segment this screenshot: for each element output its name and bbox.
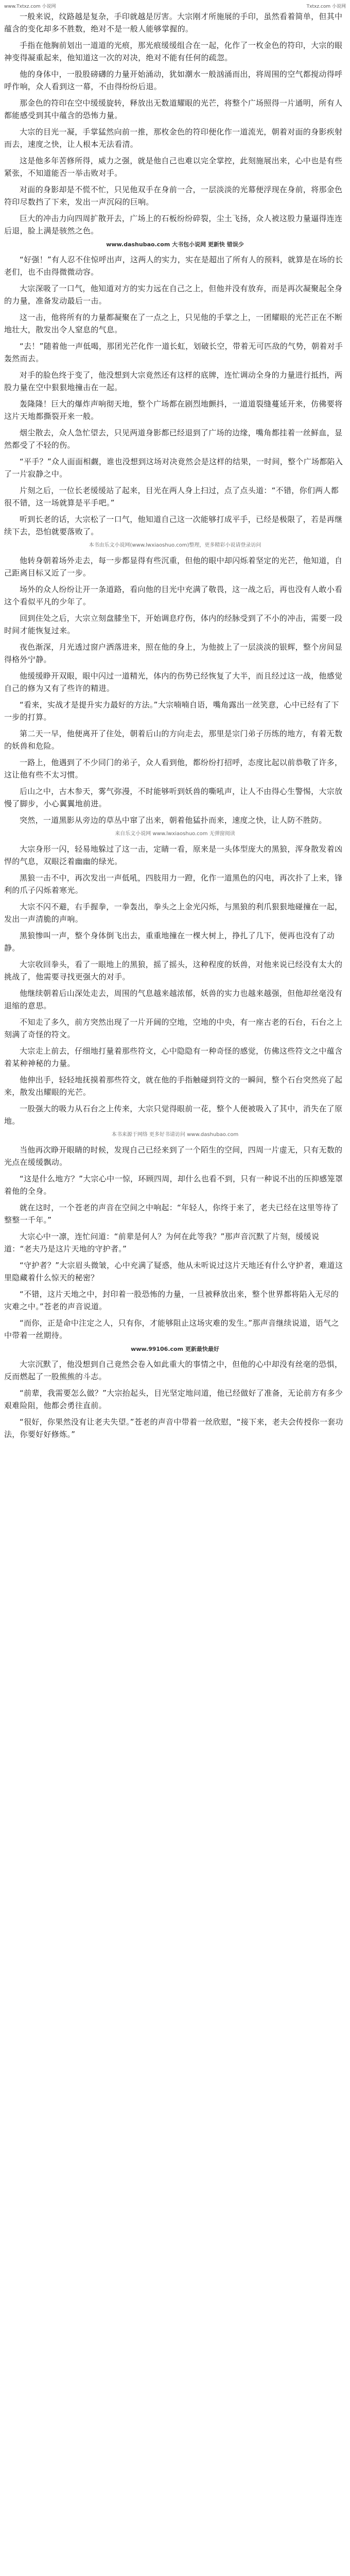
paragraph: 黑狼惨叫一声，整个身体倒飞出去，重重地撞在一棵大树上，挣扎了几下，便再也没有了动静。 [4, 931, 335, 953]
paragraph: 当他再次睁开眼睛的时候，发现自己已经来到了一个陌生的空间，四周一片虚无，只有无数的光点在缓缓飘动。 [4, 1145, 343, 1167]
paragraph: 大宗沉默了，他没想到自己竟然会卷入如此重大的事情之中，但他的心中却没有丝毫的恐惧，反而燃起了一股熊熊的斗志。 [4, 1360, 343, 1381]
paragraph: 这一击，他将所有的力量都凝聚在了一点之上，只见他的手掌之上，一团耀眼的光芒正在不断地壮大，散发出令人窒息的气息。 [4, 313, 343, 334]
paragraph: 大宗走上前去，仔细地打量着那些符文，心中隐隐有一种奇怪的感觉，仿佛这些符文之中蕴含着某种神秘的力量。 [4, 1046, 343, 1068]
paragraph: 他的身体中，一股股磅礴的力量开始涌动，犹如潮水一般汹涌而出，将周围的空气都搅动得呼呼作响，众人看到这一幕，不由得纷纷后退。 [4, 70, 343, 91]
paragraph: 就在这时，一个苍老的声音在空间之中响起：“年轻人，你终于来了，老夫已经在这里等待了整整一千年。” [4, 1203, 339, 1225]
paragraph: 大宗身形一闪，轻易地躲过了这一击，定睛一看，原来是一头体型庞大的黑狼，浑身散发着凶悍的气息，双眼泛着幽幽的绿光。 [4, 844, 343, 866]
paragraph: 后山之中，古木参天，雾气弥漫，不时能够听到妖兽的嘶吼声，让人不由得心生警惕，大宗放慢了脚步，小心翼翼地前进。 [4, 787, 343, 808]
ad-line: www.99106.com 更新最快最好 [131, 1346, 219, 1352]
paragraph: 不知走了多久，前方突然出现了一片开阔的空地，空地的中央，有一座古老的石台，石台之上刻满了奇怪的符文。 [4, 1018, 343, 1039]
paragraph: 大宗心中一凛，连忙问道：“前辈是何人？为何在此等我？”那声音沉默了片刻，缓缓说道：“老夫乃是这片天地的守护者。” [4, 1232, 320, 1253]
paragraph: 他伸出手，轻轻地抚摸着那些符文，就在他的手指触碰到符文的一瞬间，整个石台突然亮了起来，散发出耀眼的光芒。 [4, 1075, 343, 1097]
paragraph: 片刻之后，一位长老缓缓站了起来，目光在两人身上扫过，点了点头道：“不错，你们两人都很不错，这一场就算是平手吧。” [4, 486, 339, 507]
paragraph: 轰隆隆！巨大的爆炸声响彻天地，整个广场都在剧烈地颤抖，一道道裂缝蔓延开来，仿佛要将这片天地都撕裂开来一般。 [4, 399, 343, 421]
paragraph: 那金色的符印在空中缓缓旋转，释放出无数道耀眼的光芒，将整个广场照得一片通明，所有人都能感受到其中蕴含的恐怖力量。 [4, 98, 343, 120]
paragraph: “前辈，我需要怎么做？”大宗抬起头，目光坚定地问道，他已经做好了准备，无论前方有多少艰难险阻，他都会勇往直前。 [4, 1388, 343, 1410]
paragraph: 他缓缓睁开双眼，眼中闪过一道精光，体内的伤势已经恢复了大半，而且经过这一战，他感觉自己的修为又有了些许的精进。 [4, 671, 343, 693]
paragraph: 一般来说，纹路越是复杂，手印就越是厉害。大宗刚才所施展的手印，虽然看着简单，但其中蕴含的变化却多不胜数，绝对不是一般人能够掌握的。 [4, 12, 343, 33]
header-left: www.Txtxz.com 小说网 [4, 4, 56, 9]
document-body [4, 10, 346, 1440]
paragraph: “不错，这片天地之中，封印着一股恐怖的力量，一旦被释放出来，整个世界都将陷入无尽的灾难之中。”苍老的声音说道。 [4, 1290, 339, 1311]
paragraph: 第二天一早，他便离开了住处，朝着后山的方向走去，那里是宗门弟子历练的地方，有着无数的妖兽和危险。 [4, 729, 343, 751]
paragraph: 巨大的冲击力向四周扩散开去，广场上的石板纷纷碎裂，尘土飞扬，众人被这股力量逼得连连后退，脸上满是骇然之色。 [4, 214, 343, 235]
paragraph: 大宗收回拳头，看了一眼地上的黑狼，摇了摇头，这种程度的妖兽，对他来说已经没有太大的挑战了，他需要寻找更强大的对手。 [4, 960, 343, 981]
ad-line: 本书由乐文小说网(www.lwxiaoshuo.com)整理，更多精彩小说请登录访问 [89, 543, 261, 548]
paragraph: “守护者？”大宗眉头微皱，心中充满了疑惑，他从未听说过这片天地还有什么守护者，难道这里隐藏着什么惊天的秘密？ [4, 1261, 343, 1282]
paragraph: “这是什么地方？”大宗心中一惊，环顾四周，却什么也看不到，只有一种说不出的压抑感笼罩着他的全身。 [4, 1174, 343, 1196]
ad-line: 来自乐文小说网 www.lwxiaoshuo.com 无弹窗阅读 [115, 831, 235, 837]
paragraph: 大宗的目光一凝，手掌猛然向前一推，那枚金色的符印便化作一道流光，朝着对面的身影疾射而去，速度之快，让人根本无法看清。 [4, 127, 343, 149]
paragraph: “而你，正是命中注定之人，只有你，才能够阻止这场灾难的发生。”那声音继续说道，语气之中带着一丝期待。 [4, 1318, 339, 1340]
paragraph: 烟尘散去，众人急忙望去，只见两道身影都已经退到了广场的边缘，嘴角都挂着一丝鲜血，显然都受了不轻的伤。 [4, 428, 343, 450]
paragraph: “很好，你果然没有让老夫失望。”苍老的声音中带着一丝欣慰，“接下来，老夫会传授你一套功法，你要好好修炼。” [4, 1417, 343, 1439]
paragraph: 大宗深吸了一口气，他知道对方的实力远在自己之上，但他并没有放弃，而是再次凝聚起全身的力量，准备发动最后一击。 [4, 284, 343, 306]
paragraph: 一股强大的吸力从石台之上传来，大宗只觉得眼前一花，整个人便被吸入了其中，消失在了原地。 [4, 1104, 343, 1126]
paragraph: 场外的众人纷纷让开一条道路，看向他的目光中充满了敬畏，这一战之后，再也没有人敢小看这个看似平凡的少年了。 [4, 585, 343, 606]
paragraph: 这是他多年苦修所得，威力之强，就是他自己也难以完全掌控，此刻施展出来，心中也是有些紧张，不知道能否一举击败对手。 [4, 156, 343, 178]
ad-line: 本书来源于网络 更多好书请访问 www.dashubao.com [111, 1132, 239, 1138]
paragraph: 一路上，他遇到了不少同门的弟子，众人看到他，都纷纷打招呼，态度比起以前恭敬了许多，这让他有些不太习惯。 [4, 758, 343, 779]
paragraph: 手指在他胸前划出一道道的光痕，那光痕缓缓组合在一起，化作了一枚金色的符印，大宗的眼神变得凝重起来，他知道这一次的对决，绝对不能有任何的疏忽。 [4, 41, 343, 62]
paragraph: 突然，一道黑影从旁边的草丛中窜了出来，朝着他猛扑而来，速度之快，让人防不胜防。 [20, 816, 327, 825]
header-right: Txtxz.com 小说网 [306, 4, 346, 9]
paragraph: “好强！”有人忍不住惊呼出声，这两人的实力，实在是超出了所有人的预料，就算是在场的长老们，也不由得微微动容。 [4, 255, 343, 277]
paragraph: “去！”随着他一声低喝，那团光芒化作一道长虹，划破长空，带着无可匹敌的气势，朝着对手轰然而去。 [4, 342, 343, 363]
paragraph: 黑狼一击不中，再次发出一声低吼，四肢用力一蹬，化作一道黑色的闪电，再次扑了上来，锋利的爪子闪烁着寒光。 [4, 873, 343, 895]
paragraph: 他转身朝着场外走去，每一步都显得有些沉重，但他的眼中却闪烁着坚定的光芒，他知道，自己距离目标又近了一步。 [4, 556, 343, 578]
paragraph: 他继续朝着后山深处走去，周围的气息越来越浓郁，妖兽的实力也越来越强，但他却丝毫没有退缩的意思。 [4, 989, 343, 1010]
paragraph: 对手的脸色终于变了，他没想到大宗竟然还有这样的底牌，连忙调动全身的力量进行抵挡，两股力量在空中狠狠地撞击在一起。 [4, 370, 343, 392]
paragraph: “看来，实战才是提升实力最好的方法。”大宗喃喃自语，嘴角露出一丝笑意，心中已经有了下一步的打算。 [4, 700, 339, 722]
paragraph: 对面的身影却是不慌不忙，只见他双手在身前一合，一层淡淡的光幕便浮现在身前，将那金色符印尽数挡了下来，发出一声沉闷的巨响。 [4, 185, 343, 207]
paragraph: “平手？”众人面面相觑，谁也没想到这场对决竟然会是这样的结果，一时间，整个广场都陷入了一片寂静之中。 [4, 457, 343, 479]
paragraph: 夜色渐深，月光透过窗户洒落进来，照在他的身上，为他披上了一层淡淡的银辉，整个房间显得格外宁静。 [4, 642, 343, 664]
paragraph: 大宗不闪不避，右手握拳，一拳轰出，拳头之上金光闪烁，与黑狼的利爪狠狠地碰撞在一起，发出一声清脆的声响。 [4, 902, 343, 924]
ad-line: www.dashubao.com 大书包小说网 更新快 错误少 [106, 241, 244, 248]
page-header [4, 3, 346, 10]
paragraph: 听到长老的话，大宗松了一口气，他知道自己这一次能够打成平手，已经是极限了，若是再继续下去，恐怕就要落败了。 [4, 515, 343, 536]
paragraph: 回到住处之后，大宗立刻盘膝坐下，开始调息疗伤，体内的经脉受到了不小的冲击，需要一段时间才能恢复过来。 [4, 614, 343, 635]
